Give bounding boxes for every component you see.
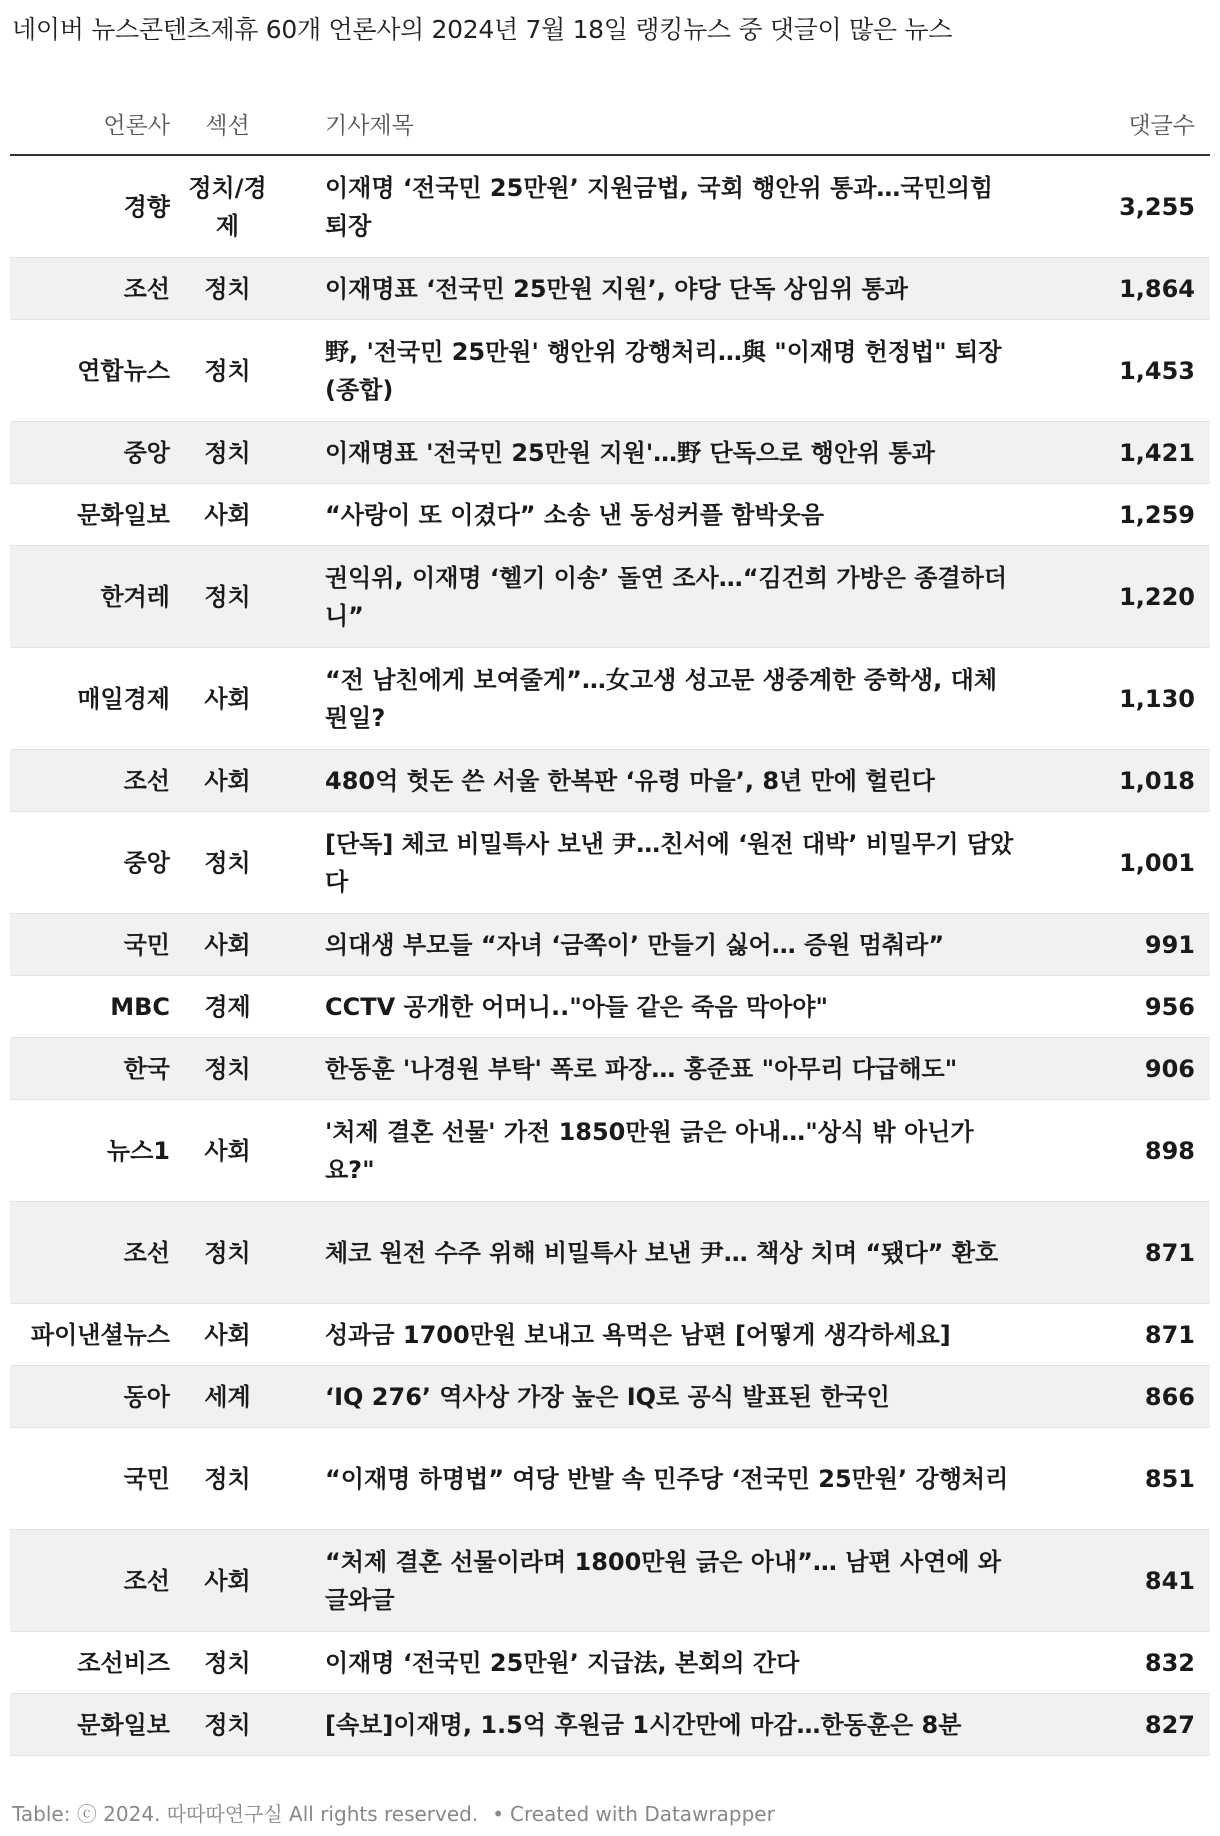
cell-publisher: 경향 bbox=[10, 155, 170, 258]
cell-title: 野, '전국민 25만원' 행안위 강행처리…與 "이재명 헌정법" 퇴장(종합) bbox=[285, 320, 1025, 422]
table-row bbox=[10, 976, 1210, 1038]
cell-comments: 871 bbox=[1025, 1202, 1210, 1304]
cell-comments: 1,421 bbox=[1025, 422, 1210, 484]
cell-publisher: 중앙 bbox=[10, 422, 170, 484]
cell-comments: 827 bbox=[1025, 1694, 1210, 1756]
cell-comments: 991 bbox=[1025, 914, 1210, 976]
cell-title: ‘IQ 276’ 역사상 가장 높은 IQ로 공식 발표된 한국인 bbox=[285, 1366, 1025, 1428]
column-header-comments[interactable]: 댓글수 bbox=[1025, 92, 1210, 155]
data-table bbox=[10, 92, 1210, 1756]
column-header-title[interactable]: 기사제목 bbox=[285, 92, 1025, 155]
cell-section: 세계 bbox=[170, 1366, 285, 1428]
cell-section: 사회 bbox=[170, 1530, 285, 1632]
cell-publisher: 조선 bbox=[10, 258, 170, 320]
cell-section: 사회 bbox=[170, 1100, 285, 1202]
table-row bbox=[10, 546, 1210, 648]
cell-publisher: 조선 bbox=[10, 1202, 170, 1304]
cell-publisher: 문화일보 bbox=[10, 1694, 170, 1756]
cell-comments: 898 bbox=[1025, 1100, 1210, 1202]
cell-section: 정치 bbox=[170, 1202, 285, 1304]
cell-comments: 1,018 bbox=[1025, 750, 1210, 812]
cell-publisher: 중앙 bbox=[10, 812, 170, 914]
cell-section: 정치/경제 bbox=[170, 155, 285, 258]
cell-publisher: 조선비즈 bbox=[10, 1632, 170, 1694]
cell-comments: 956 bbox=[1025, 976, 1210, 1038]
cell-comments: 871 bbox=[1025, 1304, 1210, 1366]
cell-title: 한동훈 '나경원 부탁' 폭로 파장… 홍준표 "아무리 다급해도" bbox=[285, 1038, 1025, 1100]
cell-title: 이재명 ‘전국민 25만원’ 지원금법, 국회 행안위 통과…국민의힘 퇴장 bbox=[285, 155, 1025, 258]
cell-title: 체코 원전 수주 위해 비밀특사 보낸 尹… 책상 치며 “됐다” 환호 bbox=[285, 1202, 1025, 1304]
comments-table bbox=[10, 92, 1210, 1756]
cell-publisher: MBC bbox=[10, 976, 170, 1038]
cell-comments: 1,220 bbox=[1025, 546, 1210, 648]
table-row bbox=[10, 155, 1210, 258]
cell-publisher: 조선 bbox=[10, 1530, 170, 1632]
cell-section: 정치 bbox=[170, 422, 285, 484]
cell-publisher: 한국 bbox=[10, 1038, 170, 1100]
cell-comments: 841 bbox=[1025, 1530, 1210, 1632]
cell-section: 경제 bbox=[170, 976, 285, 1038]
cell-comments: 3,255 bbox=[1025, 155, 1210, 258]
cell-title: [단독] 체코 비밀특사 보낸 尹…친서에 ‘원전 대박’ 비밀무기 담았다 bbox=[285, 812, 1025, 914]
cell-comments: 906 bbox=[1025, 1038, 1210, 1100]
cell-section: 사회 bbox=[170, 750, 285, 812]
table-row bbox=[10, 750, 1210, 812]
cell-publisher: 매일경제 bbox=[10, 648, 170, 750]
table-row bbox=[10, 1304, 1210, 1366]
cell-title: 이재명 ‘전국민 25만원’ 지급法, 본회의 간다 bbox=[285, 1632, 1025, 1694]
column-header-section[interactable]: 섹션 bbox=[170, 92, 285, 155]
cell-title: '처제 결혼 선물' 가전 1850만원 긁은 아내…"상식 밖 아닌가요?" bbox=[285, 1100, 1025, 1202]
cell-publisher: 연합뉴스 bbox=[10, 320, 170, 422]
cell-section: 정치 bbox=[170, 812, 285, 914]
cell-section: 정치 bbox=[170, 258, 285, 320]
table-row bbox=[10, 1202, 1210, 1304]
table-row bbox=[10, 1530, 1210, 1632]
cell-publisher: 한겨레 bbox=[10, 546, 170, 648]
cell-title: 이재명표 ‘전국민 25만원 지원’, 야당 단독 상임위 통과 bbox=[285, 258, 1025, 320]
cell-title: “처제 결혼 선물이라며 1800만원 긁은 아내”… 남편 사연에 와글와글 bbox=[285, 1530, 1025, 1632]
cell-title: 480억 헛돈 쓴 서울 한복판 ‘유령 마을’, 8년 만에 헐린다 bbox=[285, 750, 1025, 812]
cell-publisher: 국민 bbox=[10, 914, 170, 976]
table-row bbox=[10, 422, 1210, 484]
cell-title: “사랑이 또 이겼다” 소송 낸 동성커플 함박웃음 bbox=[285, 484, 1025, 546]
cell-section: 정치 bbox=[170, 1428, 285, 1530]
cell-comments: 1,259 bbox=[1025, 484, 1210, 546]
footer-separator: • bbox=[492, 1802, 505, 1826]
table-row bbox=[10, 648, 1210, 750]
table-row bbox=[10, 1366, 1210, 1428]
cell-title: 권익위, 이재명 ‘헬기 이송’ 돌연 조사…“김건희 가방은 종결하더니” bbox=[285, 546, 1025, 648]
cell-publisher: 조선 bbox=[10, 750, 170, 812]
table-row bbox=[10, 1100, 1210, 1202]
cell-title: 이재명표 '전국민 25만원 지원'…野 단독으로 행안위 통과 bbox=[285, 422, 1025, 484]
table-row bbox=[10, 320, 1210, 422]
cell-title: “이재명 하명법” 여당 반발 속 민주당 ‘전국민 25만원’ 강행처리 bbox=[285, 1428, 1025, 1530]
table-row bbox=[10, 258, 1210, 320]
table-row bbox=[10, 484, 1210, 546]
cell-comments: 851 bbox=[1025, 1428, 1210, 1530]
cell-comments: 832 bbox=[1025, 1632, 1210, 1694]
cell-publisher: 동아 bbox=[10, 1366, 170, 1428]
cell-title: “전 남친에게 보여줄게”…女고생 성고문 생중계한 중학생, 대체 뭔일? bbox=[285, 648, 1025, 750]
cell-comments: 1,453 bbox=[1025, 320, 1210, 422]
cell-comments: 1,130 bbox=[1025, 648, 1210, 750]
cell-section: 사회 bbox=[170, 914, 285, 976]
cell-section: 정치 bbox=[170, 320, 285, 422]
cell-section: 정치 bbox=[170, 1694, 285, 1756]
footer-datawrapper-link[interactable]: Created with Datawrapper bbox=[510, 1802, 775, 1826]
cell-comments: 866 bbox=[1025, 1366, 1210, 1428]
footer-credit: Table: ⓒ 2024. 따따따연구실 All rights reserved. bbox=[12, 1802, 479, 1826]
table-body bbox=[10, 155, 1210, 1756]
cell-title: 의대생 부모들 “자녀 ‘금쪽이’ 만들기 싫어… 증원 멈춰라” bbox=[285, 914, 1025, 976]
table-row bbox=[10, 812, 1210, 914]
header-row bbox=[10, 92, 1210, 155]
cell-publisher: 뉴스1 bbox=[10, 1100, 170, 1202]
cell-publisher: 파이낸셜뉴스 bbox=[10, 1304, 170, 1366]
cell-comments: 1,001 bbox=[1025, 812, 1210, 914]
cell-title: [속보]이재명, 1.5억 후원금 1시간만에 마감…한동훈은 8분 bbox=[285, 1694, 1025, 1756]
cell-title: CCTV 공개한 어머니.."아들 같은 죽음 막아야" bbox=[285, 976, 1025, 1038]
table-row bbox=[10, 1038, 1210, 1100]
cell-publisher: 국민 bbox=[10, 1428, 170, 1530]
cell-section: 정치 bbox=[170, 1038, 285, 1100]
cell-section: 사회 bbox=[170, 1304, 285, 1366]
cell-section: 정치 bbox=[170, 546, 285, 648]
column-header-publisher[interactable]: 언론사 bbox=[10, 92, 170, 155]
table-row bbox=[10, 1428, 1210, 1530]
cell-section: 사회 bbox=[170, 484, 285, 546]
footer bbox=[12, 1798, 775, 1827]
chart-title: 네이버 뉴스콘텐츠제휴 60개 언론사의 2024년 7월 18일 랭킹뉴스 중 댓글이 많은 뉴스 bbox=[12, 15, 953, 44]
table-row bbox=[10, 1694, 1210, 1756]
cell-comments: 1,864 bbox=[1025, 258, 1210, 320]
cell-publisher: 문화일보 bbox=[10, 484, 170, 546]
table-row bbox=[10, 1632, 1210, 1694]
table-row bbox=[10, 914, 1210, 976]
cell-title: 성과금 1700만원 보내고 욕먹은 남편 [어떻게 생각하세요] bbox=[285, 1304, 1025, 1366]
cell-section: 사회 bbox=[170, 648, 285, 750]
cell-section: 정치 bbox=[170, 1632, 285, 1694]
